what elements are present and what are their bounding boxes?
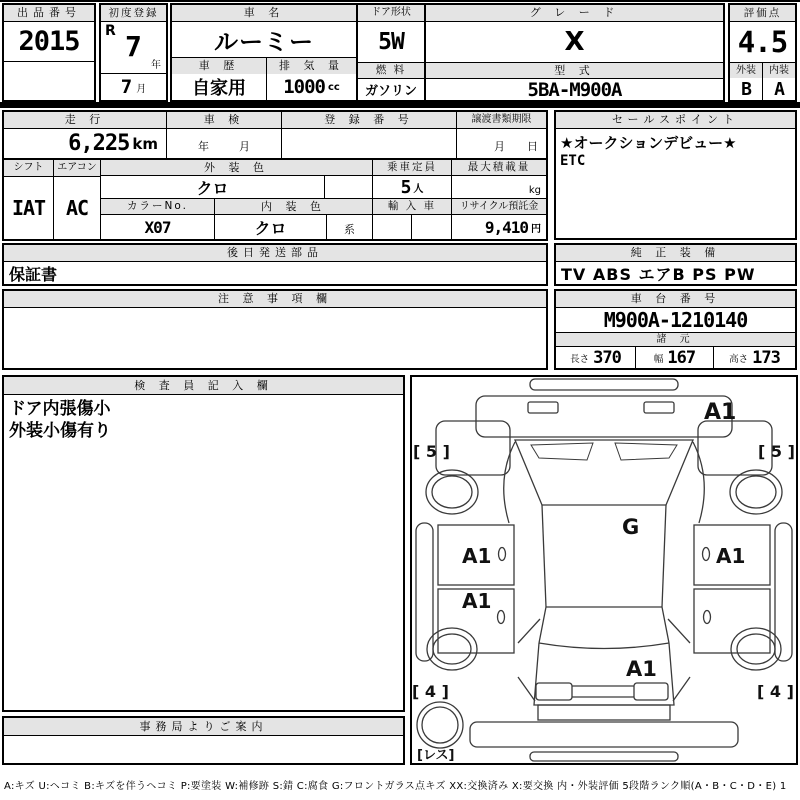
first-reg-month-unit: 月 (136, 83, 147, 95)
mileage-row-box (2, 110, 548, 160)
first-reg-month: 7 (120, 76, 132, 98)
spec-height-value: 173 (752, 347, 780, 368)
sales-point-line1: ★オークションデビュー★ (560, 134, 737, 152)
recycle-label: リサイクル預託金 (452, 199, 546, 214)
section-separator-band (0, 102, 800, 108)
equipment-value: TV ABS エアB PS PW (561, 265, 756, 284)
import-car-cell-1 (373, 215, 412, 239)
door-shape-label: ドア形状 (358, 5, 424, 22)
auction-no-label: 出品番号 (4, 5, 94, 22)
import-car-label: 輸 入 車 (373, 199, 452, 214)
int-color-suffix: 系 (327, 215, 373, 239)
grade-value: X (564, 27, 585, 57)
mileage-unit: km (132, 134, 158, 153)
interior-label: 内装 (763, 63, 795, 78)
car-name-box (170, 3, 358, 102)
inspector-box (2, 375, 405, 712)
spec-width-value: 167 (667, 347, 696, 368)
spec-width-label: 幅 (653, 353, 664, 365)
capacity-label: 乗車定員 (373, 160, 452, 175)
damage-label-glass: G (622, 515, 640, 539)
auction-no-empty-cell (4, 62, 94, 100)
exterior-label: 外装 (730, 63, 763, 78)
grade-label: グ レ ー ド (426, 5, 723, 22)
damage-label-front-panel: A1 (704, 400, 737, 425)
fuel-label: 燃 料 (358, 63, 424, 79)
spare-tire-label: [レス] (417, 748, 455, 763)
sales-point-box (554, 110, 797, 240)
notes-label: 注 意 事 項 欄 (4, 291, 546, 308)
model-code-value: 5BA-M900A (527, 79, 622, 100)
tire-depth-front-right: [ 5 ] (758, 442, 795, 461)
interior-grade: A (774, 78, 784, 100)
sales-point-label: セールスポイント (556, 112, 795, 129)
first-reg-year-unit: 年 (151, 60, 161, 71)
car-name-label: 車 名 (172, 5, 356, 22)
displacement-value: 1000 (283, 76, 325, 98)
tire-depth-rear-left: [ 4 ] (412, 682, 449, 701)
transfer-day-placeholder: 日 (527, 140, 538, 153)
equipment-box (554, 243, 797, 286)
notes-value (4, 308, 546, 368)
inspection-year-placeholder: 年 (198, 140, 209, 153)
capacity-value: 5 (400, 176, 411, 198)
door-shape-box (356, 3, 426, 102)
import-car-cell-2 (412, 215, 452, 239)
exterior-grade: B (741, 78, 751, 100)
equipment-label: 純 正 装 備 (556, 245, 795, 262)
damage-label-rear-gate: A1 (626, 657, 657, 681)
mileage-label: 走 行 (4, 112, 166, 129)
first-reg-label: 初度登録 (101, 5, 166, 22)
office-label: 事務局よりご案内 (4, 718, 403, 736)
tire-depth-rear-right: [ 4 ] (757, 682, 794, 701)
max-load-label: 最大積載量 (452, 160, 546, 175)
notes-box (2, 289, 548, 370)
reg-no-value (282, 129, 456, 158)
damage-code-legend: A:キズ U:ヘコミ B:キズを伴うヘコミ P:要塗装 W:補修跡 S:錆 C:腐食 G:フロントガラス点キズ XX:交換済み X:要交換 内・外装評価 5段階ランク順(A・B・C・D・E) 1 (4, 781, 787, 792)
ext-color-empty-cell (325, 176, 373, 198)
first-reg-era: R (105, 23, 116, 39)
int-color-value: クロ (254, 218, 287, 238)
reg-no-label: 登 録 番 号 (282, 112, 456, 129)
inspector-line2: 外装小傷有り (9, 421, 111, 441)
ext-color-value: クロ (196, 178, 229, 198)
damage-label-door-rear-left: A1 (462, 589, 492, 613)
history-value: 自家用 (192, 78, 246, 99)
spec-length-label: 長さ (570, 353, 590, 365)
damage-label-door-front-left: A1 (462, 544, 492, 568)
sales-point-line2: ETC (560, 153, 586, 169)
chassis-value: M900A-1210140 (603, 308, 748, 332)
shift-value: IAT (11, 196, 46, 220)
transfer-deadline-label: 譲渡書類期限 (457, 112, 546, 129)
door-shape-value: 5W (378, 29, 404, 55)
auction-no-box (2, 3, 96, 102)
score-label: 評価点 (730, 5, 795, 22)
later-parts-value: 保証書 (9, 265, 58, 284)
chassis-box (554, 289, 797, 370)
color-no-label: カラーNo. (101, 199, 215, 214)
auction-no-value: 2015 (18, 26, 80, 57)
later-parts-label: 後日発送部品 (4, 245, 546, 262)
inspection-label: 車 検 (167, 112, 281, 129)
transfer-month-placeholder: 月 (494, 140, 505, 153)
mileage-value: 6,225 (68, 131, 130, 156)
spec-length-value: 370 (593, 347, 621, 368)
displacement-label: 排 気 量 (267, 58, 356, 74)
capacity-unit: 人 (413, 183, 424, 195)
tire-depth-front-left: [ 5 ] (413, 442, 450, 461)
inspector-label: 検 査 員 記 入 欄 (4, 377, 403, 395)
first-reg-box (99, 3, 168, 102)
damage-diagram-box (410, 375, 798, 765)
color-no-value: X07 (144, 217, 171, 237)
grade-box (424, 3, 725, 102)
recycle-value: 9,410 (484, 217, 528, 237)
damage-label-door-front-right: A1 (716, 544, 746, 568)
shift-label: シフト (4, 160, 53, 177)
aircon-value: AC (65, 196, 89, 220)
int-color-label: 内 装 色 (215, 199, 373, 214)
ext-color-label: 外 装 色 (101, 160, 373, 175)
inspector-line1: ドア内張傷小 (9, 399, 111, 419)
score-value: 4.5 (737, 25, 788, 59)
office-box (2, 716, 405, 765)
top-border-line (0, 0, 800, 2)
recycle-unit: 円 (531, 223, 541, 235)
displacement-unit: cc (327, 81, 340, 93)
max-load-unit: kg (528, 185, 541, 196)
score-box (728, 3, 797, 102)
spec-height-label: 高さ (729, 353, 749, 365)
specs-label: 諸 元 (556, 333, 795, 347)
inspection-month-placeholder: 月 (239, 140, 250, 153)
aircon-label: エアコン (54, 160, 100, 177)
chassis-label: 車 台 番 号 (556, 291, 795, 308)
car-diagram (412, 377, 796, 763)
first-reg-year: 7 (125, 30, 141, 63)
fuel-value: ガソリン (364, 84, 417, 99)
history-label: 車 歴 (172, 58, 267, 74)
later-parts-box (2, 243, 548, 286)
model-code-label: 型 式 (426, 63, 723, 79)
color-spec-box (2, 158, 548, 241)
office-empty-area (4, 736, 403, 763)
car-name-value: ルーミー (214, 28, 314, 56)
